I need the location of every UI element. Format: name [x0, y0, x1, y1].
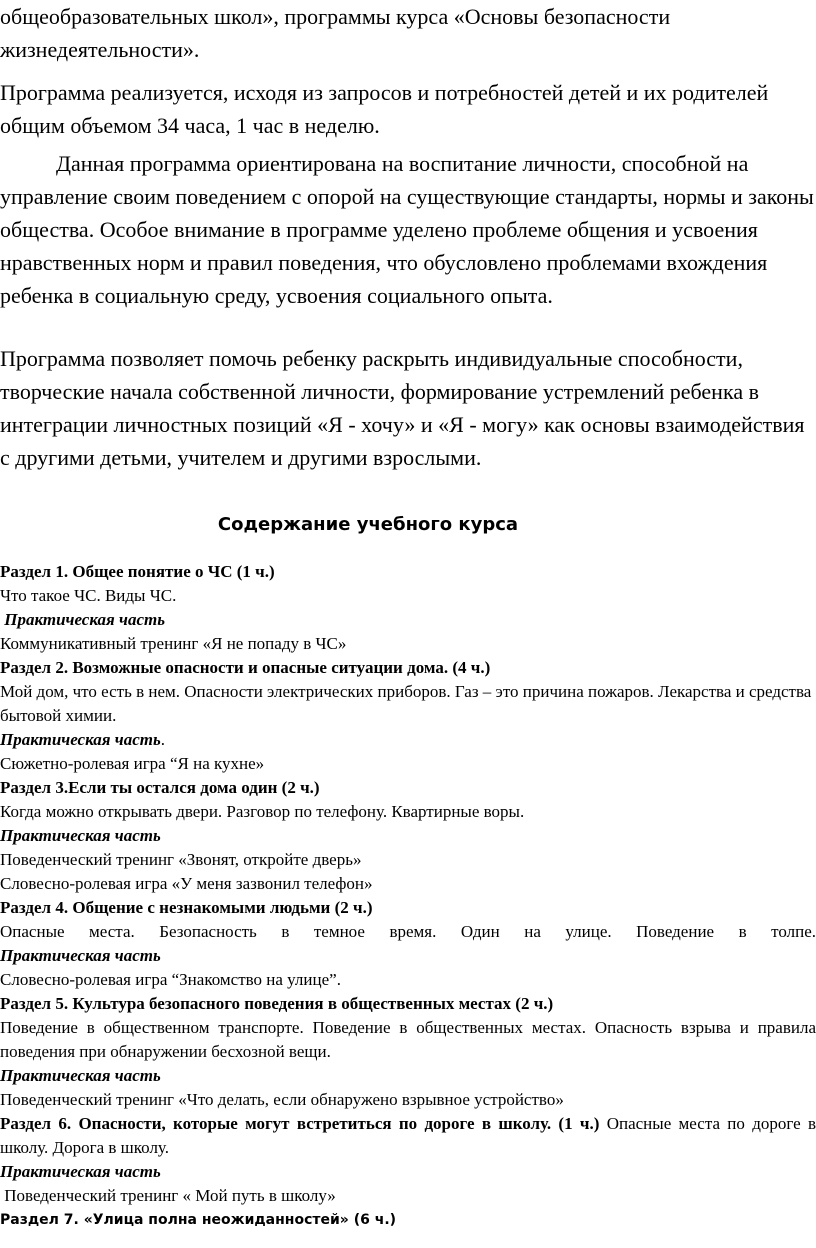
section-6-practice-item: Поведенческий тренинг « Мой путь в школу» [0, 1186, 336, 1205]
section-3-practice-label: Практическая часть [0, 826, 161, 845]
section-6-title: Раздел 6. Опасности, которые могут встретиться по дороге в школу. (1 ч.) [0, 1114, 600, 1133]
section-6-block [0, 1112, 816, 1160]
section-1-practice-item: Коммуникативный тренинг «Я не попаду в ЧС» [0, 634, 347, 653]
section-2-practice-line [0, 728, 816, 752]
section-5-practice-label: Практическая часть [0, 1066, 161, 1085]
section-5-practice-item: Поведенческий тренинг «Что делать, если обнаружено взрывное устройство» [0, 1090, 564, 1109]
section-1-practice-label: Практическая часть [0, 610, 165, 629]
section-2-text: Мой дом, что есть в нем. Опасности электрических приборов. Газ – это причина пожаров. Лекарства и средства бытовой химии. [0, 682, 812, 725]
section-2-practice-label: Практическая часть [0, 730, 161, 749]
section-1-title: Раздел 1. Общее понятие о ЧС (1 ч.) [0, 562, 275, 581]
course-sections [0, 560, 816, 1232]
section-3-practice-item-2: Словесно-ролевая игра «У меня зазвонил телефон» [0, 874, 373, 893]
section-4-title: Раздел 4. Общение с незнакомыми людьми (2 ч.) [0, 898, 373, 917]
course-content-heading: Содержание учебного курса [217, 514, 519, 535]
section-4-text: Опасные места. Безопасность в темное время. Один на улице. Поведение в толпе. [0, 922, 816, 941]
intro-paragraph-4: Программа позволяет помочь ребенку раскрыть индивидуальные способности, творческие начала собственной личности, формирование устремлений ребенка в интеграции личностных позиций «Я - хочу» и «Я - могу» как основы взаимодействия с другими детьми, учителем и другими взрослыми. [0, 346, 805, 470]
section-1-text: Что такое ЧС. Виды ЧС. [0, 586, 177, 605]
section-2-practice-dot: . [160, 730, 165, 749]
section-3-text: Когда можно открывать двери. Разговор по телефону. Квартирные воры. [0, 802, 525, 821]
section-6-text: Опасные места по дороге в школу. Дорога в школу. [0, 1114, 816, 1157]
section-4-practice-item: Словесно-ролевая игра “Знакомство на улице”. [0, 970, 341, 989]
intro-paragraph-1: общеобразовательных школ», программы курса «Основы безопасности жизнедеятельности». [0, 4, 671, 62]
section-5-text: Поведение в общественном транспорте. Поведение в общественных местах. Опасность взрыва и правила поведения при обнаружении бесхозной вещи. [0, 1018, 816, 1061]
intro-paragraph-3: Данная программа ориентирована на воспитание личности, способной на управление своим поведением с опорой на существующие стандарты, нормы и законы общества. Особое внимание в программе уделено проблеме общения и усвоения нравственных норм и правил поведения, что обусловлено проблемами вхождения ребенка в социальную среду, усвоения социального опыта. [0, 151, 814, 308]
section-3-title: Раздел 3.Если ты остался дома один (2 ч.) [0, 778, 320, 797]
section-5-title: Раздел 5. Культура безопасного поведения в общественных местах (2 ч.) [0, 994, 554, 1013]
section-7-title: Раздел 7. «Улица полна неожиданностей» (6 ч.) [0, 1212, 397, 1228]
section-2-practice-item: Сюжетно-ролевая игра “Я на кухне» [0, 754, 265, 773]
section-2-title: Раздел 2. Возможные опасности и опасные ситуации дома. (4 ч.) [0, 658, 491, 677]
section-3-practice-item-1: Поведенческий тренинг «Звонят, откройте дверь» [0, 850, 362, 869]
intro-paragraph-2: Программа реализуется, исходя из запросов и потребностей детей и их родителей общим объемом 34 часа, 1 час в неделю. [0, 80, 769, 138]
section-6-practice-label: Практическая часть [0, 1162, 161, 1181]
section-4-practice-label: Практическая часть [0, 946, 161, 965]
